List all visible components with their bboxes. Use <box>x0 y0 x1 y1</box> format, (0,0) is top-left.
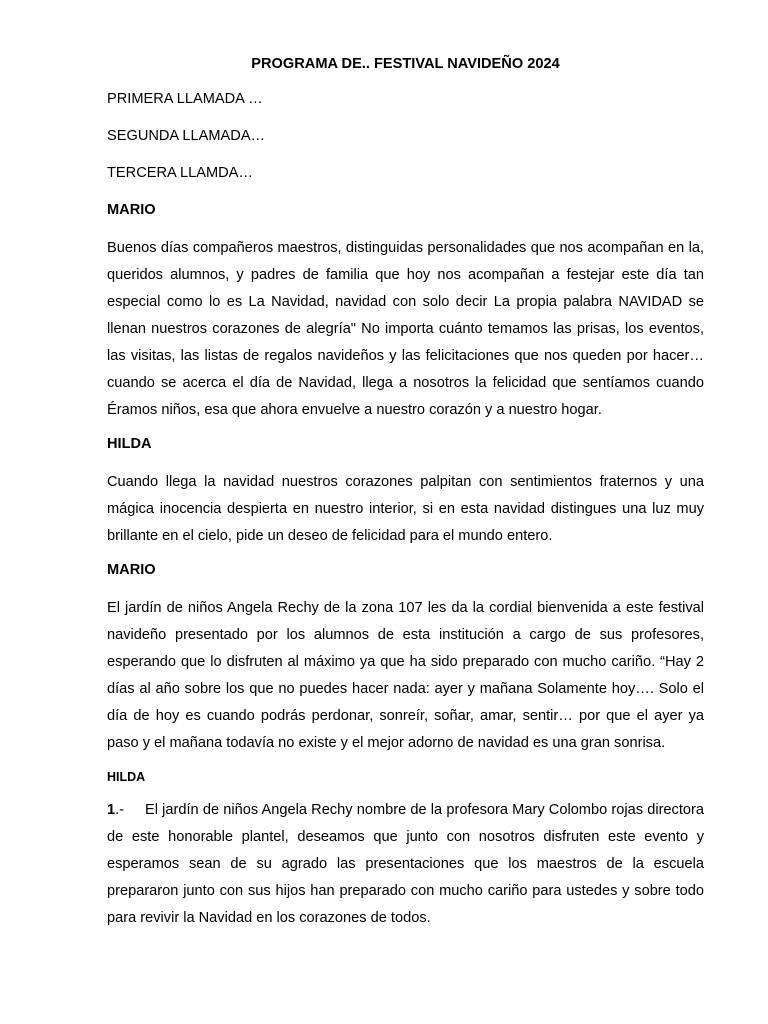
numbered-speech-paragraph <box>107 797 704 932</box>
speaker-name: MARIO <box>107 562 156 578</box>
speaker-name: MARIO <box>107 202 156 218</box>
document-title: PROGRAMA DE.. FESTIVAL NAVIDEÑO 2024 <box>251 56 560 72</box>
second-call: SEGUNDA LLAMADA… <box>107 128 266 144</box>
speaker-name: HILDA <box>107 770 146 784</box>
speech-paragraph: El jardín de niños Angela Rechy de la zona 107 les da la cordial bienvenida a este festival navideño presentado por los alumnos de esta institución a cargo de sus profesores, esperando que lo disfruten al máximo ya que ha sido preparado con mucho cariño. “Hay 2 días al año sobre los que no puedes hacer nada: ayer y mañana Solamente hoy…. Solo el día de hoy es cuando podrás perdonar, sonreír, soñar, amar, sentir… por que el ayer ya paso y el mañana todavía no existe y el mejor adorno de navidad es una gran sonrisa. <box>107 600 704 751</box>
item-number-suffix: .- <box>115 802 125 818</box>
speaker-name: HILDA <box>107 436 152 452</box>
speech-paragraph: Cuando llega la navidad nuestros corazones palpitan con sentimientos fraternos y una mágica inocencia despierta en nuestro interior, si en esta navidad distingues una luz muy brillante en el cielo, pide un deseo de felicidad para el mundo entero. <box>107 474 704 544</box>
first-call: PRIMERA LLAMADA … <box>107 91 263 107</box>
item-text: El jardín de niños Angela Rechy nombre de la profesora Mary Colombo rojas directora de este honorable plantel, deseamos que junto con nosotros disfruten este evento y esperamos sean de su agrado las presentaciones que los maestros de la escuela prepararon junto con sus hijos han preparado con mucho cariño para ustedes y sobre todo para revivir la Navidad en los corazones de todos. <box>107 802 704 926</box>
speech-paragraph: Buenos días compañeros maestros, distinguidas personalidades que nos acompañan en la, queridos alumnos, y padres de familia que hoy nos acompañan a festejar este día tan especial como lo es La Navidad, navidad con solo decir La propia palabra NAVIDAD se llenan nuestros corazones de alegría" No importa cuánto temamos las prisas, los eventos, las visitas, las listas de regalos navideños y las felicitaciones que nos queden por hacer… cuando se acerca el día de Navidad, llega a nosotros la felicidad que sentíamos cuando Éramos niños, esa que ahora envuelve a nuestro corazón y a nuestro hogar. <box>107 240 704 418</box>
item-number: 1 <box>107 802 116 818</box>
third-call: TERCERA LLAMDA… <box>107 165 253 181</box>
